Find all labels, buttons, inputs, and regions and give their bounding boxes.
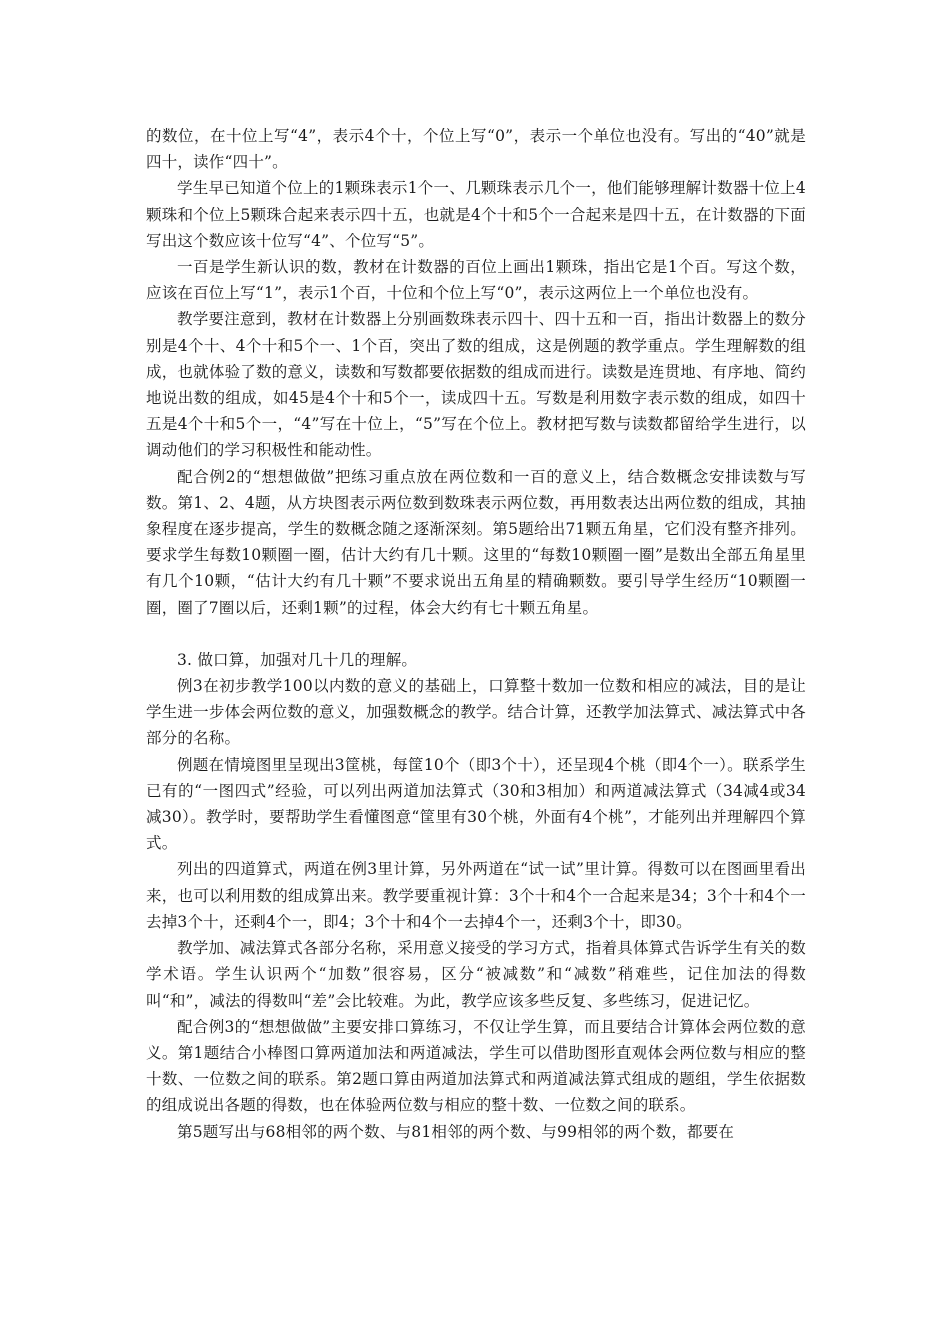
paragraph: 教学加、减法算式各部分名称，采用意义接受的学习方式，指着具体算式告诉学生有关的数学术语。学生认识两个“加数”很容易，区分“被减数”和“减数”稍难些，记住加法的得数叫“和”，减法的得数叫“差”会比较难。为此，教学应该多些反复、多些练习，促进记忆。: [146, 939, 806, 1010]
paragraph: 配合例2的“想想做做”把练习重点放在两位数和一百的意义上，结合数概念安排读数与写数。第1、2、4题，从方块图表示两位数到数珠表示两位数，再用数表达出两位数的组成，其抽象程度在逐步提高，学生的数概念随之逐渐深刻。第5题给出71颗五角星，它们没有整齐排列。要求学生每数10颗圈一圈，估计大约有几十颗。这里的“每数10颗圈一圈”是数出全部五角星里有几个10颗，“估计大约有几十颗”不要求说出五角星的精确颗数。要引导学生经历“10颗圈一圈，圈了7圈以后，还剩1颗”的过程，体会大约有七十颗五角星。: [146, 467, 806, 617]
paragraph: 配合例3的“想想做做”主要安排口算练习，不仅让学生算，而且要结合计算体会两位数的意义。第1题结合小棒图口算两道加法和两道减法，学生可以借助图形直观体会两位数与相应的整十数、一位数之间的联系。第2题口算由两道加法算式和两道减法算式组成的题组，学生依据数的组成说出各题的得数，也在体验两位数与相应的整十数、一位数之间的联系。: [146, 1017, 806, 1115]
paragraph: 例3在初步教学100以内数的意义的基础上，口算整十数加一位数和相应的减法，目的是让学生进一步体会两位数的意义，加强数概念的教学。结合计算，还教学加法算式、减法算式中各部分的名称。: [146, 677, 806, 748]
document-page: [146, 123, 806, 1145]
paragraph: 一百是学生新认识的数，教材在计数器的百位上画出1颗珠，指出它是1个百。写这个数，应该在百位上写“1”，表示1个百，十位和个位上写“0”，表示这两位上一个单位也没有。: [146, 258, 806, 303]
paragraph: 第5题写出与68相邻的两个数、与81相邻的两个数、与99相邻的两个数，都要在: [177, 1122, 735, 1141]
paragraph: 的数位，在十位上写“4”，表示4个十，个位上写“0”，表示一个单位也没有。写出的“40”就是四十，读作“四十”。: [146, 127, 806, 172]
paragraph: 学生早已知道个位上的1颗珠表示1个一、几颗珠表示几个一，他们能够理解计数器十位上4颗珠和个位上5颗珠合起来表示四十五，也就是4个十和5个一合起来是四十五，在计数器的下面写出这个数应该十位写“4”、个位写“5”。: [146, 179, 806, 250]
section-heading: 3. 做口算，加强对几十几的理解。: [177, 650, 418, 669]
paragraph: 教学要注意到，教材在计数器上分别画数珠表示四十、四十五和一百，指出计数器上的数分别是4个十、4个十和5个一、1个百，突出了数的组成，这是例题的教学重点。学生理解数的组成，也就体验了数的意义，读数和写数都要依据数的组成而进行。读数是连贯地、有序地、简约地说出数的组成，如45是4个十和5个一，读成四十五。写数是利用数字表示数的组成，如四十五是4个十和5个一，“4”写在十位上，“5”写在个位上。教材把写数与读数都留给学生进行，以调动他们的学习积极性和能动性。: [146, 310, 806, 460]
paragraph: 例题在情境图里呈现出3筐桃，每筐10个（即3个十），还呈现4个桃（即4个一）。联系学生已有的“一图四式”经验，可以列出两道加法算式（30和3相加）和两道减法算式（34减4或34减30）。教学时，要帮助学生看懂图意“筐里有30个桃，外面有4个桃”，才能列出并理解四个算式。: [146, 755, 806, 853]
section-gap: [146, 621, 806, 647]
paragraph: 列出的四道算式，两道在例3里计算，另外两道在“试一试”里计算。得数可以在图画里看出来，也可以利用数的组成算出来。教学要重视计算：3个十和4个一合起来是34；3个十和4个一去掉3个十，还剩4个一，即4；3个十和4个一去掉4个一，还剩3个十，即30。: [146, 860, 806, 931]
